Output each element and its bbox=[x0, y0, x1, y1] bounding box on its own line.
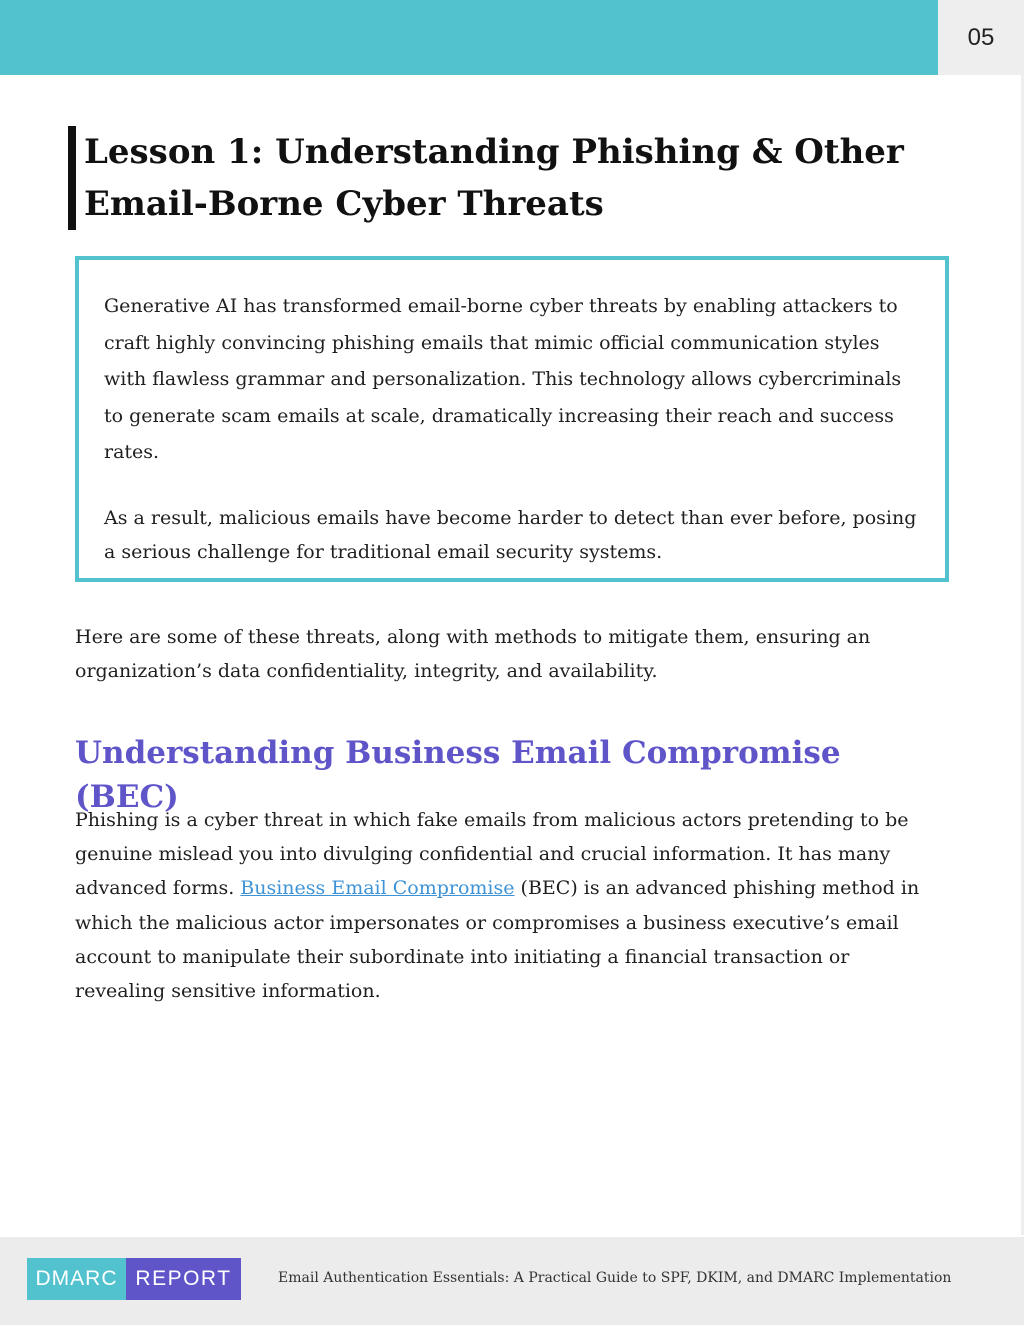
summary-callout-box bbox=[75, 256, 949, 582]
dmarc-report-logo bbox=[27, 1258, 241, 1300]
lesson-title-line1: Lesson 1: Understanding Phishing & Other bbox=[84, 132, 904, 172]
footer-guide-title: Email Authentication Essentials: A Practical Guide to SPF, DKIM, and DMARC Implementation bbox=[278, 1270, 952, 1286]
lesson-title bbox=[68, 126, 948, 230]
lesson-title-line2: Email-Borne Cyber Threats bbox=[84, 184, 604, 224]
logo-left-block: DMARC bbox=[27, 1258, 126, 1300]
bec-link[interactable]: Business Email Compromise bbox=[240, 877, 515, 900]
logo-right-block: REPORT bbox=[126, 1258, 241, 1300]
callout-paragraph-1: Generative AI has transformed email-borne cyber threats by enabling attackers to craft highly convincing phishing emails that mimic official communication styles with flawless grammar and personalization. This technology allows cybercriminals to generate scam emails at scale, dramatically increasing their reach and success rates. bbox=[104, 295, 902, 463]
callout-paragraph-2: As a result, malicious emails have become harder to detect than ever before, posing a serious challenge for traditional email security systems. bbox=[104, 506, 917, 563]
bec-text-after-link: (BEC) is an advanced phishing method in which the malicious actor impersonates or compromises a business executive’s email account to manipulate their subordinate into initiating a financial transaction or revealing sensitive information. bbox=[75, 877, 920, 1003]
intro-paragraph: Here are some of these threats, along with methods to mitigate them, ensuring an organization’s data confidentiality, integrity, and availability. bbox=[75, 626, 871, 682]
header-band bbox=[0, 0, 938, 75]
bec-paragraph bbox=[75, 803, 945, 1008]
page-number: 05 bbox=[938, 0, 1024, 75]
bec-text-before-link: Phishing is a cyber threat in which fake emails from malicious actors pretending to be genuine mislead you into divulging confidential and crucial information. It has many advanced forms. bbox=[75, 809, 909, 900]
section-heading: Understanding Business Email Compromise (BEC) bbox=[75, 735, 841, 815]
